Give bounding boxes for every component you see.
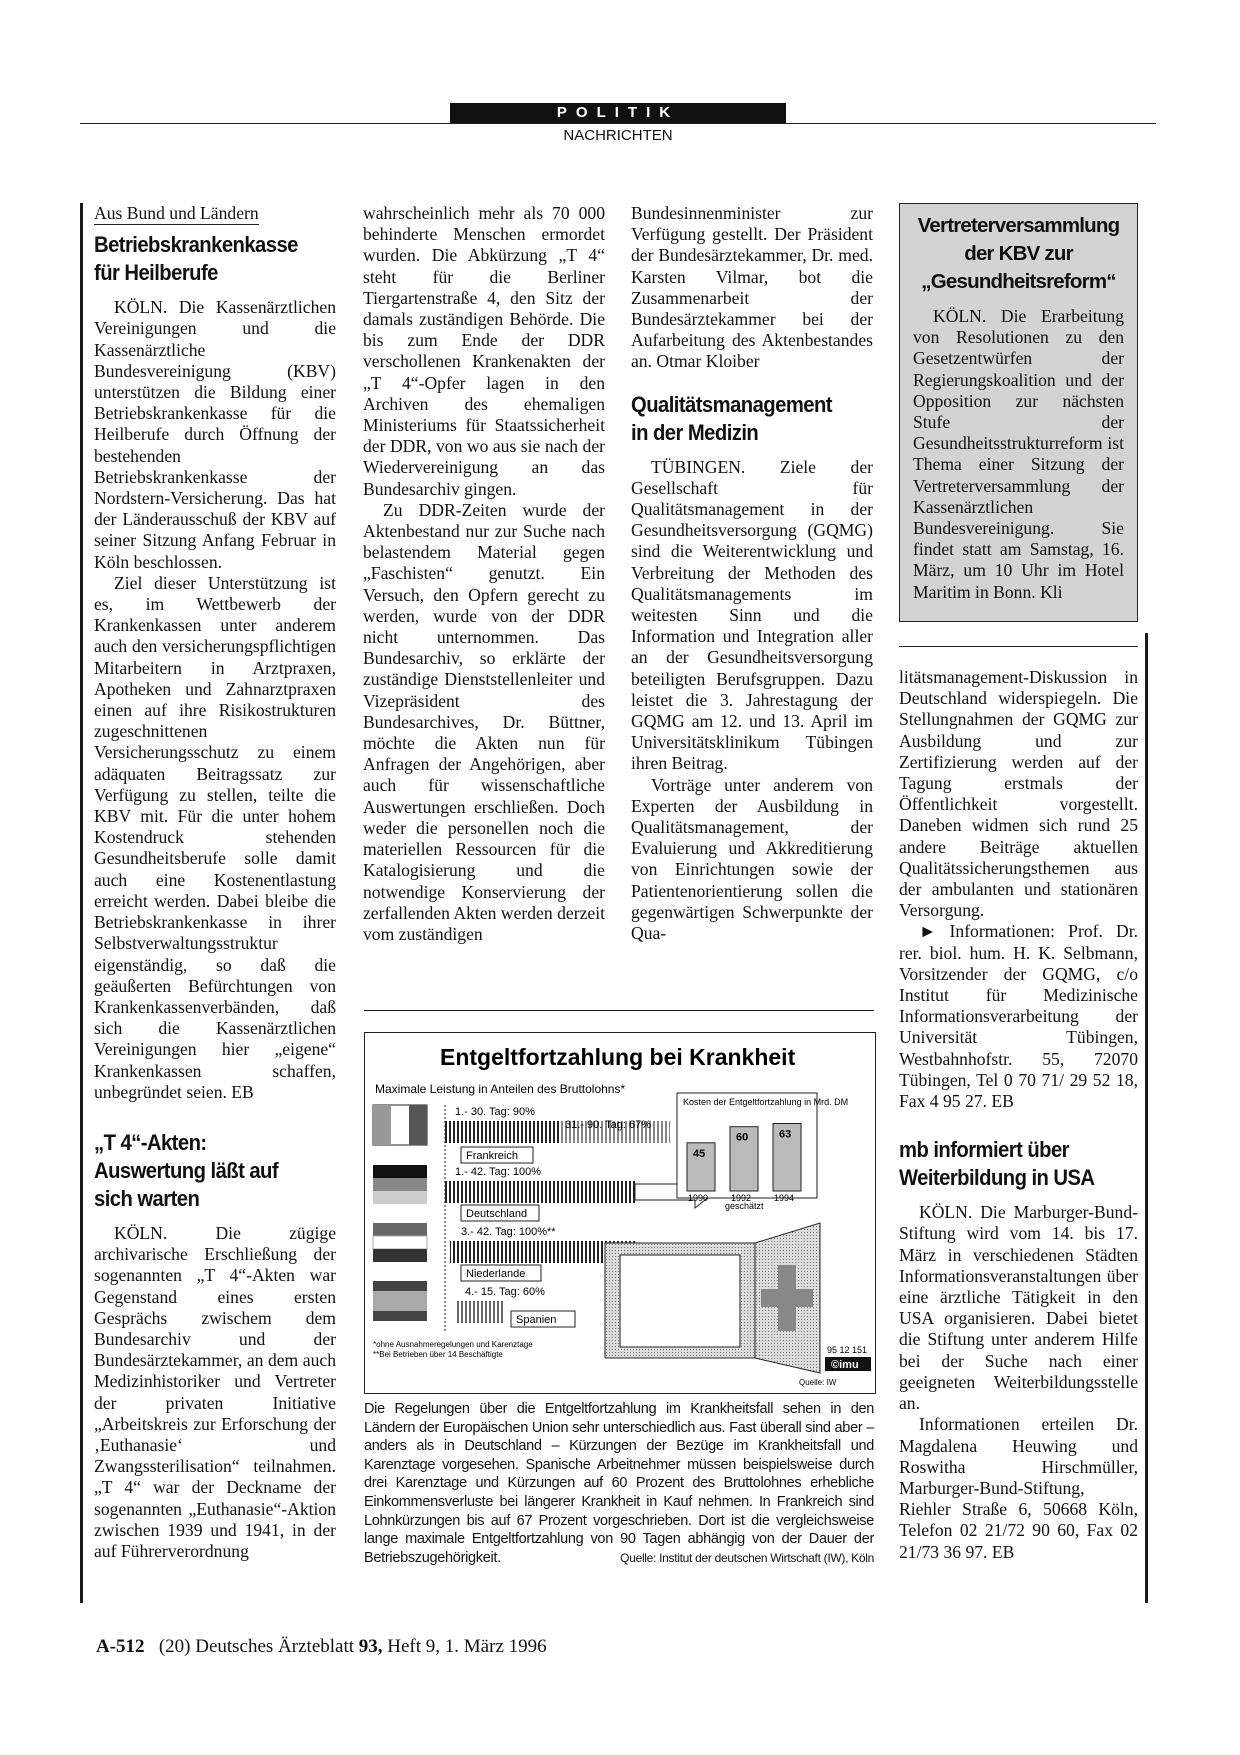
safe-interior xyxy=(620,1255,740,1347)
section-label: POLITIK xyxy=(450,103,786,123)
benefit-bar xyxy=(445,1181,635,1203)
footer-issue-b: Heft 9, 1. März 1996 xyxy=(382,1636,547,1657)
article-paragraph: KÖLN. Die zügige archivarische Erschließung der sogenannten „T 4“-Akten war Gegenstand eines ersten Gesprächs zwischem dem Bundesarchiv und der Bundesärztekammer, an dem auch Medizinhistoriker und Vertreter der privaten Initiative „Arbeitskreis zur Erforschung der ‚Euthanasie‘ und Zwangssterilisation“ teilnahmen. „T 4“ war der Deckname der sogenannten „Euthanasie“-Aktion zwischen 1939 und 1941, in der auf Führerverordnung xyxy=(94,1222,336,1561)
column-4 xyxy=(899,667,1138,1563)
column-3 xyxy=(631,203,873,944)
cost-value-label: 45 xyxy=(693,1147,706,1160)
box-bottom-rule xyxy=(899,646,1138,647)
headline-mb-informiert: mb informiert über Weiterbildung in USA xyxy=(899,1137,1095,1191)
headline-t4-akten: „T 4“-Akten: Auswertung läßt auf sich warten xyxy=(94,1129,279,1211)
country-frankreich: Frankreich xyxy=(466,1150,518,1162)
label-frankreich-2: 31.- 90. Tag: 67% xyxy=(565,1119,652,1131)
subsection-label: NACHRICHTEN xyxy=(563,127,673,144)
flag-niederlande xyxy=(373,1223,427,1236)
article-paragraph: KÖLN. Die Marburger-Bund-Stiftung wird vom 14. bis 17. März in verschiedenen Städten Informationsveranstaltungen über eine ärztliche Tätigkeit in den USA organisieren. Dabei bietet die Stiftung unter anderem Hilfe bei der Suche nach einer geeigneten Weiterbildungsstelle an. xyxy=(899,1202,1138,1414)
flag-stripe xyxy=(373,1291,427,1311)
headline-betriebskrankenkasse: Betriebskrankenkasse für Heilberufe xyxy=(94,232,298,286)
flag-stripe xyxy=(373,1178,427,1191)
flag-stripe xyxy=(373,1105,391,1145)
headline-qualitaetsmanagement: Qualitätsmanagement in der Medizin xyxy=(631,391,832,445)
footer-volume: 93, xyxy=(358,1636,383,1657)
column-2 xyxy=(363,203,605,945)
infographic-title: Entgeltfortzahlung bei Krankheit xyxy=(440,1044,796,1070)
infographic xyxy=(364,1032,876,1394)
article-paragraph: wahrscheinlich mehr als 70 000 behinderte Menschen ermordet wurden. Die Abkürzung „T 4“ steht für die Berliner Tiergartenstraße 4, den Sitz der damals zuständigen Behörde. Die bis zum Ende der DDR verschollenen Krankenakten der „T 4“-Opfer lagen in den Archiven des ehemaligen Ministeriums für Staatssicherheit der DDR, von wo aus sie nach der Wiedervereinigung an das Bundesarchiv gingen. xyxy=(363,203,605,499)
info-box-title: Vertreterversammlung der KBV zur „Gesundheitsreform“ xyxy=(917,214,1120,293)
article-paragraph: TÜBINGEN. Ziele der Gesellschaft für Qualitätsmanagement in der Gesundheitsversorgung (GQMG) sind die Weiterentwicklung und Verbreitung der Methoden des Qualitätsmanagements im weitesten Sinn und die Information und Integration aller an der Gesundheitsversorgung beteiligten Berufsgruppen. Dazu leistet die 3. Jahrestagung der GQMG am 12. und 13. April im Universitätsklinikum Tübingen ihren Beitrag. xyxy=(631,456,873,774)
flag-stripe xyxy=(373,1236,427,1249)
label-niederlande: 3.- 42. Tag: 100%** xyxy=(461,1226,556,1238)
cost-year-label: 1990 xyxy=(688,1193,709,1203)
infographic-svg xyxy=(365,1033,875,1393)
brand-text: ©imu xyxy=(831,1359,859,1371)
page-footer xyxy=(96,1636,547,1658)
article-paragraph: Informationen erteilen Dr. Magdalena Heuwing und Roswitha Hirschmüller, Marburger-Bund-Stiftung, Riehler Straße 6, 50668 Köln, Telefon 02 21/72 90 60, Fax 02 21/73 36 97. EB xyxy=(899,1414,1138,1562)
cost-value-label: 63 xyxy=(779,1128,792,1141)
cost-title: Kosten der Entgeltfortzahlung in Mrd. DM xyxy=(683,1097,849,1107)
cost-year-label: 1992 xyxy=(731,1193,752,1203)
info-box-text: KÖLN. Die Erarbeitung von Resolutionen zu den Gesetzentwürfen der Regierungskoalition und der Opposition zur nächsten Stufe der Gesundheitsstrukturreform ist Thema einer Sitzung der Vertreterversammlung der Kassenärztlichen Bundesvereinigung. Sie findet statt am Samstag, 16. März, um 10 Uhr im Hotel Maritim in Bonn. Kli xyxy=(913,306,1124,602)
country-deutschland: Deutschland xyxy=(466,1208,528,1220)
label-spanien: 4.- 15. Tag: 60% xyxy=(465,1286,545,1298)
chart-top-rule xyxy=(364,1010,874,1011)
chart-code: 95 12 151 xyxy=(827,1345,868,1355)
cost-year-label: 1994 xyxy=(774,1193,795,1203)
flag-stripe xyxy=(373,1191,427,1204)
cost-value-label: 60 xyxy=(736,1131,749,1144)
article-paragraph: Vorträge unter anderem von Experten der Ausbildung in Qualitätsmanagement, der Evaluierung und Akkreditierung von Einrichtungen sowie der Patientenorientierung sollen die gegenwärtigen Schwerpunkte der Qua- xyxy=(631,774,873,944)
kicker: Aus Bund und Ländern xyxy=(94,203,259,225)
article-paragraph: ► Informationen: Prof. Dr. rer. biol. hum. H. K. Selbmann, Vorsitzender der GQMG, c/o Institut für Medizinische Informationsverarbeitung der Universität Tübingen, Westbahnhofstr. 55, 72070 Tübingen, Tel 0 70 71/ 29 52 18, Fax 4 95 27. EB xyxy=(899,921,1138,1112)
cross-icon xyxy=(761,1289,813,1307)
benefit-bar xyxy=(445,1121,560,1143)
chart-source: Quelle: IW xyxy=(799,1378,837,1387)
info-box-text-wrap xyxy=(913,306,1124,603)
benefit-bar xyxy=(455,1301,505,1323)
label-deutschland: 1.- 42. Tag: 100% xyxy=(455,1166,542,1178)
flag-stripe xyxy=(409,1105,427,1145)
country-niederlande: Niederlande xyxy=(466,1268,526,1280)
country-spanien: Spanien xyxy=(516,1314,557,1326)
infographic-subtitle: Maximale Leistung in Anteilen des Bruttolohns* xyxy=(375,1082,626,1096)
info-box xyxy=(899,203,1138,622)
flag-stripe xyxy=(373,1311,427,1321)
infographic-caption xyxy=(364,1400,874,1567)
caption-text: Die Regelungen über die Entgeltfortzahlung im Krankheitsfall sehen in den Ländern der Europäischen Union sehr unterschiedlich aus. Fast überall sind aber – anders als in Deutschland – Kürzungen der Bezüge im Krankheitsfall und Karenztage vorgesehen. Spanische Arbeitnehmer müssen beispielsweise durch drei Karenztage und Kürzungen auf 60 Prozent des Bruttolohnes erhebliche Einkommensverluste bei längerer Krankheit in Kauf nehmen. In Frankreich sind Lohnkürzungen bis auf 67 Prozent vorgeschrieben. Dort ist die vergleichsweise lange maximale Entgeltfortzahlung von 90 Tagen abhängig von der Dauer der Betriebszugehörigkeit. xyxy=(364,1401,874,1566)
article-paragraph: Bundesinnenminister zur Verfügung gestellt. Der Präsident der Bundesärztekammer, Dr. med. Karsten Vilmar, bot die Zusammenarbeit der Bundesärztekammer bei der Aufarbeitung des Aktenbestandes an. Otmar Kloiber xyxy=(631,203,873,372)
column-rule-right xyxy=(1145,633,1148,1603)
column-rule-left xyxy=(80,203,83,1603)
column-1 xyxy=(94,203,336,1562)
caption-source: Quelle: Institut der deutschen Wirtschaft (IW), Köln xyxy=(620,1550,874,1565)
article-paragraph: Zu DDR-Zeiten wurde der Aktenbestand nur zur Suche nach belastendem Material gegen „Faschisten“ genutzt. Ein Versuch, den Opfern gerecht zu werden, wurde von der DDR nicht unternommen. Das Bundesarchiv, so erklärte der zuständige Dienststellenleiter und Vizepräsident des Bundesarchives, Dr. Büttner, möchte die Akten nun für Anfragen der Angehörigen, aber auch für wissenschaftliche Auswertungen erschließen. Doch weder die personellen noch die materiellen Ressourcen für die Katalogisierung und die notwendige Konservierung der zerfallenden Akten werden derzeit vom zuständigen xyxy=(363,499,605,944)
article-paragraph: KÖLN. Die Kassenärztlichen Vereinigungen und die Kassenärztliche Bundesvereinigung (KBV) unterstützen die Bildung einer Betriebskrankenkasse für die Heilberufe durch Öffnung der bestehenden Betriebskrankenkasse der Nordstern-Versicherung. Das hat der Länderausschuß der KBV auf seiner Sitzung Anfang Februar in Köln beschlossen. xyxy=(94,297,336,572)
article-paragraph: Ziel dieser Unterstützung ist es, im Wettbewerb der Krankenkassen unter anderem auch den versicherungspflichtigen Mitarbeitern in Arztpraxen, Apotheken und Zahnarztpraxen einen auf ihre Risikostrukturen zugeschnittenen Versicherungsschutz zu einem adäquaten Beitragssatz zur Verfügung zu stellen, teilte die KBV mit. Für die unter hohem Kostendruck stehenden Gesundheitsberufe solle damit auch eine Kostenentlastung erreicht werden. Dabei bleibe die Betriebskrankenkasse in ihrer Selbstverwaltungsstruktur eigenständig, so daß die geäußerten Befürchtungen von Krankenkassenverbänden, daß sich die Kassenärztlichen Vereinigungen hier „eigene“ Krankenkassen schaffen, unbegründet seien. EB xyxy=(94,572,336,1102)
footer-issue-a: (20) Deutsches Ärzteblatt xyxy=(158,1636,359,1657)
footnote-1: *ohne Ausnahmeregelungen und Karenztage xyxy=(373,1340,533,1349)
label-frankreich-1: 1.- 30. Tag: 90% xyxy=(455,1106,535,1118)
flag-spanien xyxy=(373,1281,427,1291)
footnote-2: **Bei Betrieben über 14 Beschäftigte xyxy=(373,1350,503,1359)
cost-estimated-label: geschätzt xyxy=(725,1201,764,1211)
header-rule xyxy=(80,123,1156,124)
flag-deutschland xyxy=(373,1165,427,1178)
page-number: A-512 xyxy=(96,1636,145,1657)
flag-stripe xyxy=(373,1249,427,1262)
article-paragraph: litätsmanagement-Diskussion in Deutschland widerspiegeln. Die Stellungnahmen der GQMG zur Ausbildung und zur Zertifizierung werden auf der Tagung erstmals der Öffentlichkeit vorgestellt. Daneben widmen sich rund 25 andere Beiträge aktuellen Qualitätssicherungsthemen aus der ambulanten und stationären Versorgung. xyxy=(899,667,1138,921)
